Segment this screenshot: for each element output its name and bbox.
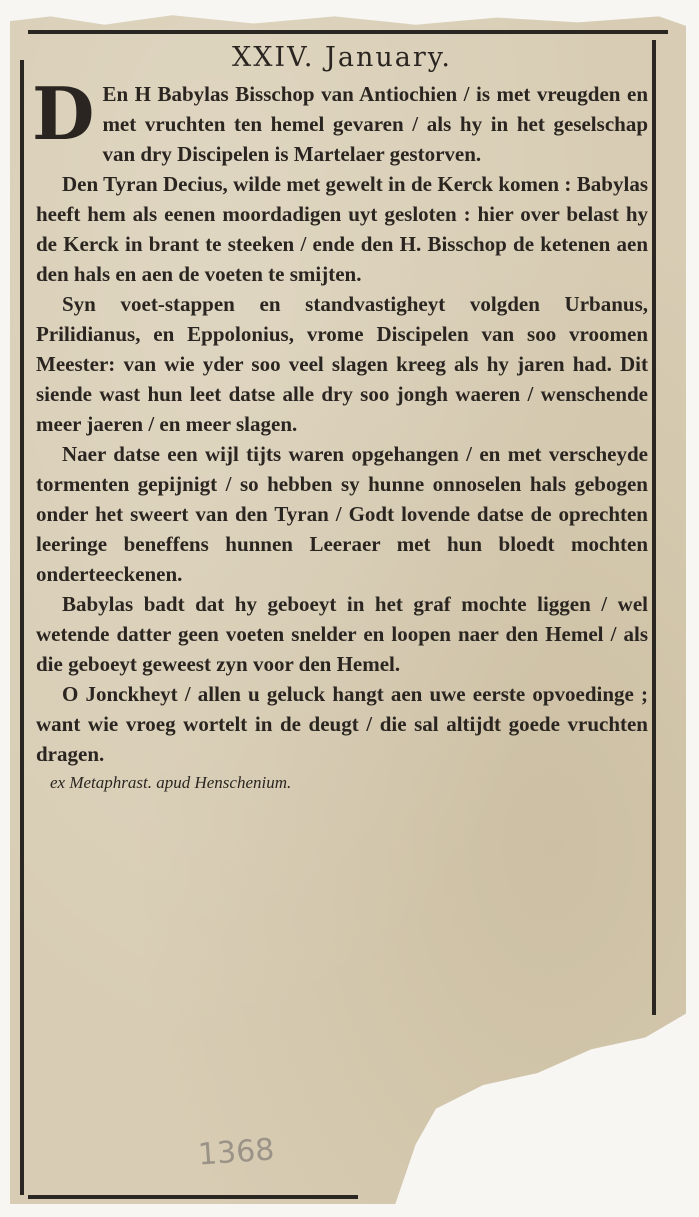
left-border-rule [20,60,24,1195]
paragraph-2: Den Tyran Decius, wilde met gewelt in de Kerck komen : Babylas heeft hem als eenen moordadigen uyt gesloten : hier over belast hy de Kerck in brant te steeken / ende den H. Bisschop de ketenen aen den hals en aen de voeten te smijten. [36,172,648,286]
bottom-border-rule [28,1195,358,1199]
paragraph-1 [32,71,648,169]
catalog-number: 1368 [196,1132,276,1173]
drop-capital: D [32,71,95,156]
right-border-rule [652,40,656,1015]
paragraph-4: Naer datse een wijl tijts waren opgehangen / en met verscheyde tormenten gepijnigt / so hebben sy hunne onnoselen hals gebogen onder het sweert van den Tyran / Godt lovende datse de oprechten leeringe beneffens hunnen Leeraer met hun bloedt mochten onderteeckenen. [36,442,648,586]
paragraph-6: O Jonckheyt / allen u geluck hangt aen uwe eerste opvoedinge ; want wie vroeg wortelt in de deugt / die sal altijdt goede vruchten dragen. [36,682,648,766]
top-border-rule [28,30,668,34]
paragraph-1-text: En H Babylas Bisschop van Antiochien / is met vreugden en met vruchten ten hemel gevaren / als hy in het geselschap van dry Discipelen is Martelaer gestorven. [102,82,648,166]
paragraph-5: Babylas badt dat hy geboeyt in het graf mochte liggen / wel wetende datter geen voeten snelder en loopen naer den Hemel / als die geboeyt geweest zyn voor den Hemel. [36,592,648,676]
source-citation: ex Metaphrast. apud Henschenium. [50,773,292,792]
paragraph-3: Syn voet-stappen en standvastigheyt volgden Urbanus, Prilidianus, en Eppolonius, vrome Discipelen van soo vroomen Meester: van wie yder soo veel slagen kreeg als hy jaren had. Dit siende wast hun leet datse alle dry soo jongh waeren / wenschende meer jaeren / en meer slagen. [36,292,648,436]
document-text [32,42,648,793]
date-heading: XXIV. January. [231,42,452,73]
